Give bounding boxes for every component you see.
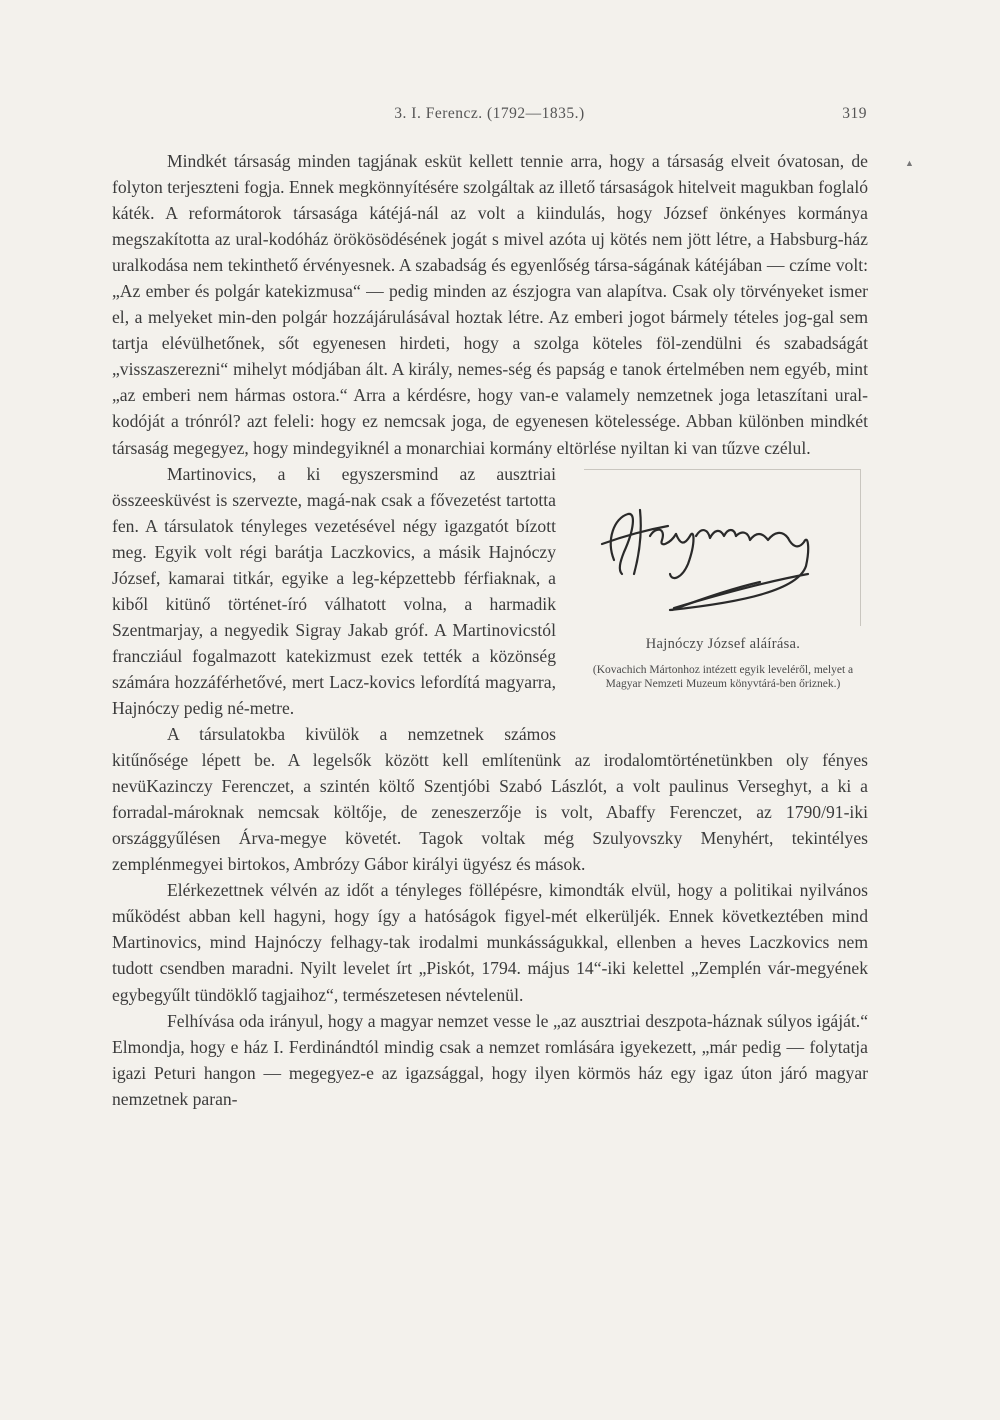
- body-text: [112, 148, 868, 1112]
- page-number: 319: [842, 105, 867, 122]
- header-title: 3. I. Ferencz. (1792—1835.): [394, 105, 585, 122]
- running-header: [112, 105, 867, 131]
- paragraph-3: A társulatokba kivülök a nemzetnek számos kitűnősége lépett be. A legelsők között kell említenünk az irodalomtörténetünkben oly fényes nevüKazinczy Ferenczet, a szintén költő Szentjóbi Szabó Lászlót, a volt paulinus Verseghyt, a ki a forradal-mároknak nemcsak költője, de zeneszerzője is volt, Abaffy Ferenczet, az 1790/91-iki országgyűlésen Árva-megye követét. Tagok voltak még Szulyovszky Menyhért, tekintélyes zemplénmegyei birtokos, Ambrózy Gábor királyi ügyész és mások.: [112, 724, 868, 875]
- handwritten-signature: [584, 470, 860, 626]
- caption-title: Hajnóczy József aláírása.: [645, 635, 801, 652]
- signature-figure: [578, 469, 868, 741]
- paragraph-2: Martinovics, a ki egyszersmind az ausztriai összeesküvést is szervezte, magá-nak csak a fővezetést tartotta fen. A társulatok tényleges vezetésével négy igazgatót bízott meg. Egyik volt régi barátja Laczkovics, a másik Hajnóczy József, kamarai titkár, egyike a leg-képzettebb férfiaknak, a kiből kitünő történet-író válhatott volna, a harmadik Szentmarjay, a negyedik Sigray Jakab gróf. A Martinovicstól francziául fogalmazott katekizmust ezek tették a közönség számára hozzáférhetővé, mert Lacz-kovics lefordítá magyarra, Hajnóczy pedig né-metre.: [112, 463, 556, 718]
- paragraph-4: Elérkezettnek vélvén az időt a tényleges föllépésre, kimondták elvül, hogy a politikai nyilvános működést abban kell hagyni, hogy így a hatóságok figyel-mét elkerüljék. Ennek következtében mind Martinovics, mind Hajnóczy felhagy-tak irodalmi munkásságukkal, ellenben a heves Laczkovics nem tudott csendben maradni. Nyilt levelet írt „Piskót, 1794. május 14“-iki kelettel „Zemplén vár-megyének egybegyűlt tündöklő tagjaihoz“, természetesen névtelenül.: [112, 880, 868, 1005]
- caption-source: (Kovachich Mártonhoz intézett egyik leveléről, melyet a Magyar Nemzeti Muzeum könyvtárá-ben őriznek.): [592, 663, 854, 690]
- paragraph-1: Mindkét társaság minden tagjának esküt kellett tennie arra, hogy a társaság elveit óvatosan, de folyton terjeszteni fogja. Ennek megkönnyítésére szolgáltak az illető társaságok hitelveit magukban foglaló káték. A reformátorok társasága kátéjá-nál az volt a kiindulás, hogy József önkényes kormánya megszakította az ural-kodóház örökösödésének jogát s mivel azóta uj kötés nem jött létre, a Habsburg-ház uralkodása nem tekinthető érvényesnek. A szabadság és egyenlőség társa-ságának kátéjában — czíme volt: „Az ember és polgár katekizmusa“ — pedig minden az észjogra van alapítva. Csak oly törvényeket ismer el, a melyeket min-den polgár hozzájárulásával hoztak létre. Az emberi jogot bármely tételes jog-gal sem tartja elévülhetőnek, sőt egyenesen hirdeti, hogy a szolga köteles föl-zendülni és szabadságát „visszaszerezni“ mihelyt módjában ált. A király, nemes-ség és papság e tanok értelmében nem egyéb, mint „az emberi nem hármas ostora.“ Arra a kérdésre, hogy van-e valamely nemzetnek joga letaszítani ural-kodóját a trónról? azt feleli: hogy ez nemcsak joga, de egyenesen kötelessége. Abban különben mindkét társaság megegyez, hogy mindegyiknél a monarchiai kormány eltörlése nyiltan ki van tűzve czélul.: [112, 151, 868, 458]
- paragraph-5: Felhívása oda irányul, hogy a magyar nemzet vesse le „az ausztriai deszpota-háznak súlyos igáját.“ Elmondja, hogy e ház I. Ferdinándtól mindig csak a nemzet romlására igyekezett, „már pedig — folytatja igazi Peturi hangon — megegyez-e az igazsággal, hogy ilyen körmös ház egy igaz úton járó magyar nemzetnek paran-: [112, 1010, 868, 1109]
- signature-image: [584, 469, 861, 626]
- margin-mark: ▲: [905, 158, 914, 168]
- figure-caption: [578, 631, 868, 691]
